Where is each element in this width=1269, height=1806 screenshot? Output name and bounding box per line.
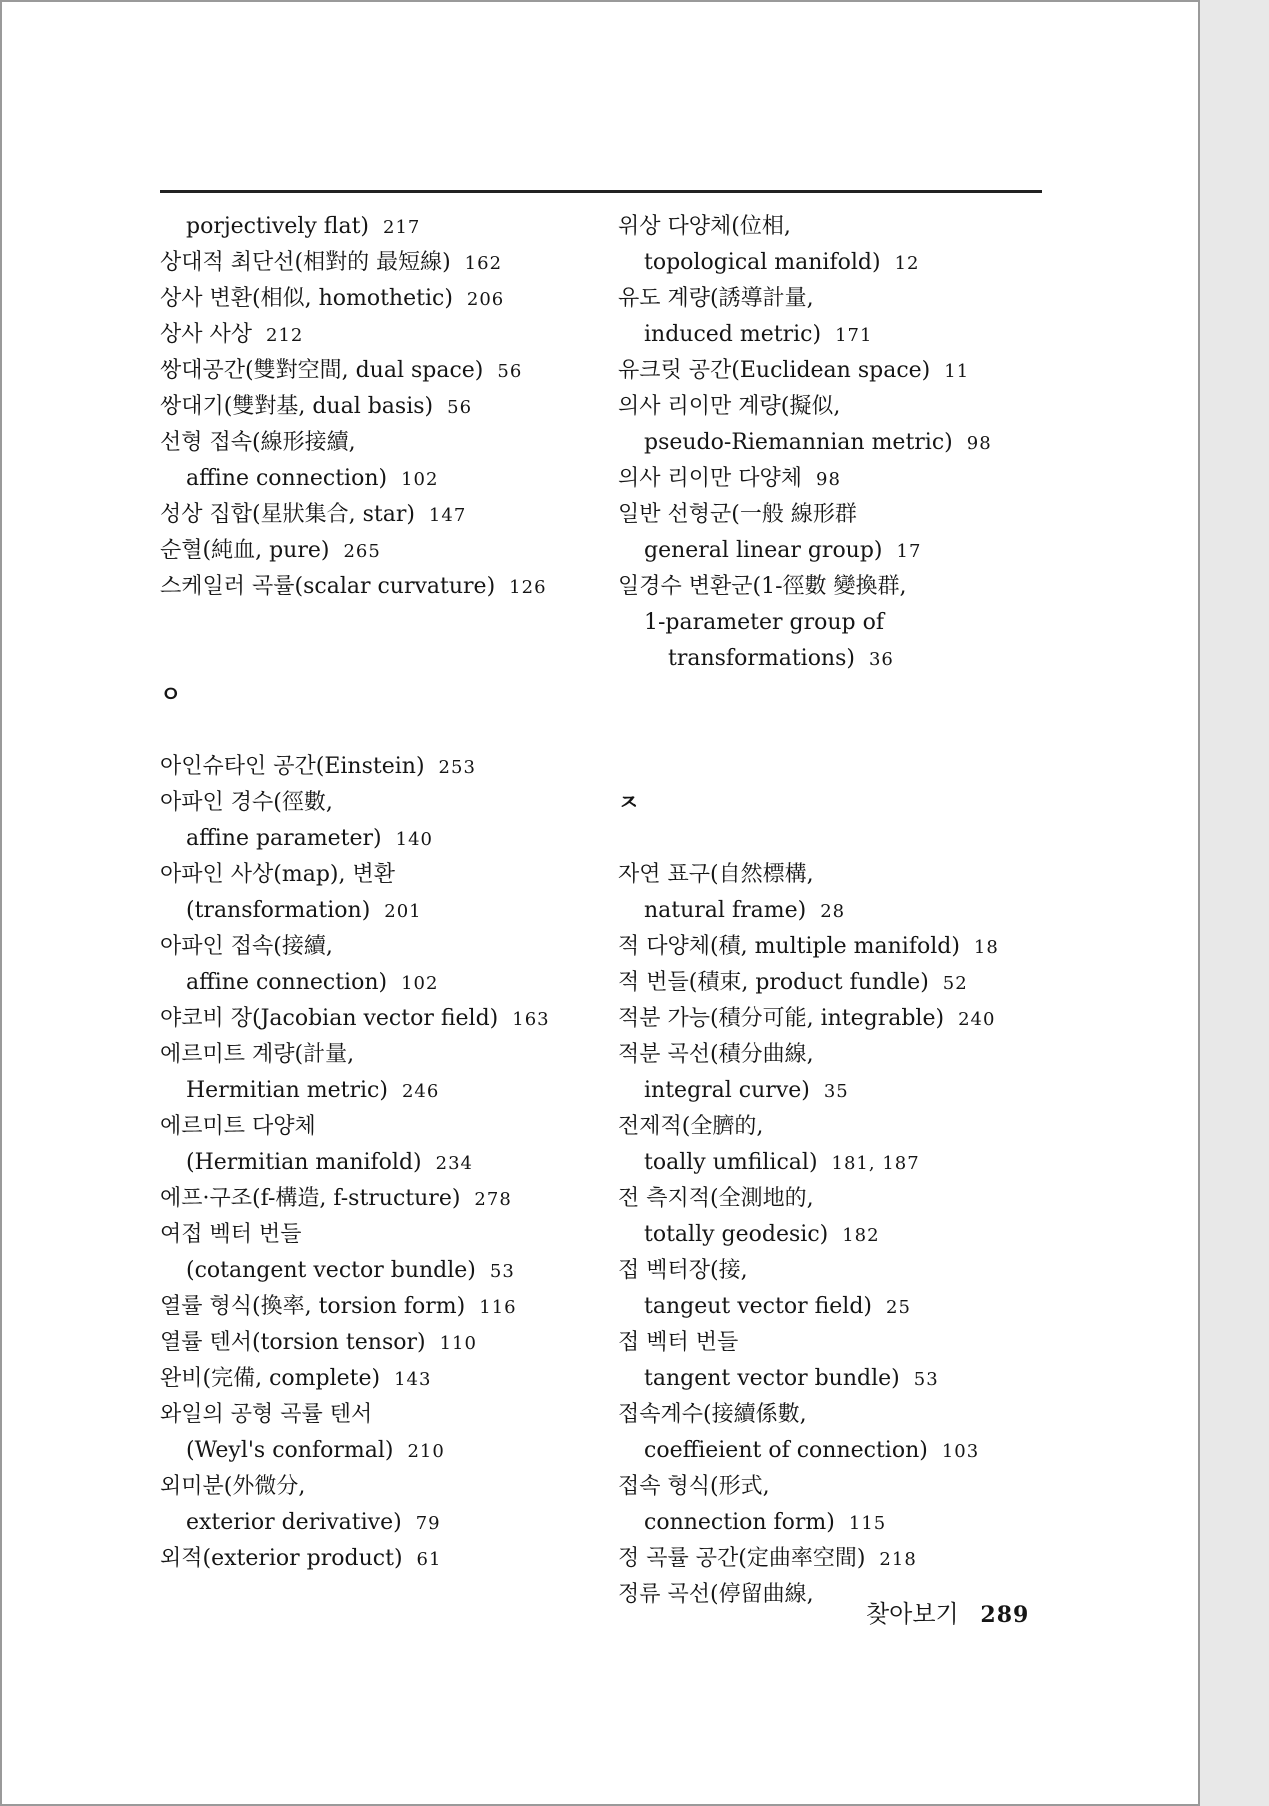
index-entry [618,1253,1058,1289]
index-entry [160,821,610,857]
entry-page-ref: 56 [497,361,523,382]
entry-term: 상대적 최단선(相對的 最短線) [160,250,451,275]
index-entry [160,281,610,317]
index-entry [618,965,1058,1001]
index-entry [618,389,1058,425]
entry-term: (transformation) [186,898,371,923]
entry-page-ref: 162 [464,253,503,274]
entry-term: 아파인 접속(接續, [160,934,333,959]
index-entry [618,497,1058,533]
entry-term: transformations) [668,646,855,671]
spacer [160,713,610,749]
entry-term: 야코비 장(Jacobian vector field) [160,1006,499,1031]
entry-page-ref: 181, 187 [831,1153,920,1174]
index-entry [160,389,610,425]
entry-page-ref: 218 [879,1549,917,1570]
index-entry [160,1541,610,1577]
spacer [160,605,610,641]
entry-page-ref: 240 [958,1009,996,1030]
entry-page-ref: 143 [394,1369,432,1390]
index-entry [618,1433,1058,1469]
index-entry [160,461,610,497]
entry-page-ref: 18 [973,937,999,958]
entry-term: 접 벡터 번들 [618,1330,739,1355]
index-entry [160,1433,610,1469]
index-entry [160,749,610,785]
entry-term: 접 벡터장(接, [618,1258,748,1283]
entry-term: 쌍대공간(雙對空間, dual space) [160,358,484,383]
entry-page-ref: 140 [395,829,433,850]
entry-term: 스케일러 곡률(scalar curvature) [160,574,496,599]
entry-page-ref: 110 [439,1333,477,1354]
entry-term: 완비(完備, complete) [160,1366,381,1391]
index-entry [160,1397,610,1433]
entry-term: 일반 선형군(一般 線形群 [618,502,857,527]
index-entry [618,461,1058,497]
index-entry [618,569,1058,605]
entry-term: 자연 표구(自然標構, [618,862,814,887]
page-footer [866,1594,1029,1629]
entry-term: 열률 텐서(torsion tensor) [160,1330,426,1355]
index-entry [160,425,610,461]
entry-term: coeffieient of connection) [644,1438,928,1463]
entry-term: 적분 가능(積分可能, integrable) [618,1006,945,1031]
entry-term: 에르미트 다양체 [160,1114,316,1139]
entry-page-ref: 53 [489,1261,515,1282]
entry-page-ref: 212 [266,325,304,346]
index-entry [618,641,1058,677]
index-entry [160,857,610,893]
index-entry [160,1037,610,1073]
entry-term: 정 곡률 공간(定曲率空間) [618,1546,866,1571]
index-entry [160,1253,610,1289]
entry-page-ref: 102 [401,973,439,994]
entry-page-ref: 11 [944,361,970,382]
entry-term: 순혈(純血, pure) [160,538,330,563]
entry-page-ref: 210 [407,1441,445,1462]
entry-page-ref: 116 [479,1297,517,1318]
entry-term: 유도 계량(誘導計量, [618,286,814,311]
entry-page-ref: 147 [428,505,467,526]
entry-term: 적 번들(積束, product fundle) [618,970,929,995]
index-entry [160,893,610,929]
entry-term: 상사 변환(相似, homothetic) [160,286,453,311]
entry-term: pseudo-Riemannian metric) [644,430,953,455]
entry-term: 외미분(外微分, [160,1474,306,1499]
index-entry [160,1325,610,1361]
entry-term: 여접 벡터 번들 [160,1222,302,1247]
entry-term: 위상 다양체(位相, [618,214,791,239]
entry-page-ref: 253 [438,757,476,778]
entry-term: 전제적(全臍的, [618,1114,764,1139]
index-entry [618,317,1058,353]
entry-term: 아파인 경수(徑數, [160,790,333,815]
entry-page-ref: 234 [435,1153,473,1174]
entry-page-ref: 217 [383,217,421,238]
entry-term: 외적(exterior product) [160,1546,403,1571]
index-column-left [160,209,610,1577]
entry-term: general linear group) [644,538,883,563]
index-entry [618,353,1058,389]
index-entry [618,1073,1058,1109]
index-entry [618,1505,1058,1541]
index-entry [618,425,1058,461]
index-entry [160,569,610,605]
entry-page-ref: 61 [416,1549,442,1570]
entry-term: 열률 형식(換率, torsion form) [160,1294,466,1319]
index-entry [618,245,1058,281]
index-entry [618,1397,1058,1433]
entry-page-ref: 28 [820,901,846,922]
index-entry [160,317,610,353]
entry-term: affine connection) [186,970,388,995]
index-entry [618,1001,1058,1037]
entry-page-ref: 35 [823,1081,849,1102]
entry-page-ref: 201 [384,901,422,922]
entry-term: 적분 곡선(積分曲線, [618,1042,814,1067]
index-entry [618,1217,1058,1253]
spacer [618,677,1058,713]
entry-term: (Hermitian manifold) [186,1150,422,1175]
entry-term: connection form) [644,1510,835,1535]
entry-term: 적 다양체(積, multiple manifold) [618,934,960,959]
index-entry [160,245,610,281]
entry-term: affine connection) [186,466,388,491]
index-entry [160,1361,610,1397]
spacer [618,821,1058,857]
entry-page-ref: 52 [942,973,968,994]
index-entry [618,281,1058,317]
entry-term: 아인슈타인 공간(Einstein) [160,754,425,779]
index-entry [160,353,610,389]
entry-term: natural frame) [644,898,807,923]
entry-term: 전 측지적(全測地的, [618,1186,814,1211]
entry-term: tangeut vector field) [644,1294,872,1319]
index-entry [160,1145,610,1181]
index-entry [160,1181,610,1217]
entry-page-ref: 12 [894,253,920,274]
spacer [160,641,610,677]
entry-term: 성상 집합(星狀集合, star) [160,502,415,527]
index-entry [618,1145,1058,1181]
entry-term: (cotangent vector bundle) [186,1258,476,1283]
index-entry [160,785,610,821]
index-entry [618,893,1058,929]
footer-label: 찾아보기 [866,1600,959,1628]
entry-term: 에르미트 계량(計量, [160,1042,355,1067]
entry-term: porjectively flat) [186,214,370,239]
entry-term: 의사 리이만 다양체 [618,466,803,491]
entry-term: affine parameter) [186,826,382,851]
index-entry [160,1217,610,1253]
index-entry [160,965,610,1001]
entry-page-ref: 163 [512,1009,550,1030]
entry-page-ref: 25 [886,1297,911,1318]
entry-term: 정류 곡선(停留曲線, [618,1582,814,1607]
index-column-right [618,209,1058,1613]
index-entry [160,209,610,245]
entry-term: 와일의 공형 곡률 텐서 [160,1402,373,1427]
entry-term: toally umfilical) [644,1150,818,1175]
entry-page-ref: 56 [447,397,473,418]
index-entry [160,1469,610,1505]
index-entry [160,1289,610,1325]
spacer [618,749,1058,785]
entry-term: exterior derivative) [186,1510,402,1535]
entry-page-ref: 126 [509,577,547,598]
page-number: 289 [980,1602,1030,1628]
entry-page-ref: 17 [896,541,922,562]
index-entry [618,1037,1058,1073]
entry-term: 의사 리이만 계량(擬似, [618,394,841,419]
entry-page-ref: 102 [401,469,439,490]
entry-page-ref: 278 [474,1189,512,1210]
index-entry [618,929,1058,965]
entry-page-ref: 182 [842,1225,880,1246]
entry-term: 선형 접속(線形接續, [160,430,356,455]
index-entry [618,1541,1058,1577]
section-letter-heading: ㅈ [618,790,640,816]
entry-page-ref: 36 [868,649,894,670]
index-entry [160,929,610,965]
entry-term: topological manifold) [644,250,881,275]
index-entry [160,497,610,533]
index-entry [618,857,1058,893]
entry-term: 아파인 사상(map), 변환 [160,862,395,887]
entry-page-ref: 265 [343,541,381,562]
entry-page-ref: 246 [401,1081,440,1102]
index-entry [160,1001,610,1037]
entry-page-ref: 103 [941,1441,980,1462]
entry-term: (Weyl's conformal) [186,1438,394,1463]
entry-term: 에프·구조(f-構造, f-structure) [160,1186,461,1211]
entry-term: integral curve) [644,1078,810,1103]
entry-page-ref: 98 [816,469,841,490]
entry-term: 1-parameter group of [644,610,884,635]
entry-term: 상사 사상 [160,322,253,347]
index-entry [618,1469,1058,1505]
entry-page-ref: 115 [848,1513,887,1534]
index-entry [160,1073,610,1109]
entry-page-ref: 206 [466,289,505,310]
spacer [618,713,1058,749]
header-rule [160,190,1042,193]
index-entry [618,1361,1058,1397]
index-entry [160,1109,610,1145]
entry-page-ref: 98 [966,433,992,454]
index-entry [618,1325,1058,1361]
entry-page-ref: 53 [913,1369,939,1390]
index-entry [618,1181,1058,1217]
entry-page-ref: 171 [835,325,873,346]
entry-term: induced metric) [644,322,822,347]
index-entry [160,1505,610,1541]
index-entry [618,533,1058,569]
index-entry [160,533,610,569]
index-entry [618,1109,1058,1145]
index-entry [618,1289,1058,1325]
entry-term: 접속계수(接續係數, [618,1402,807,1427]
entry-term: 쌍대기(雙對基, dual basis) [160,394,434,419]
entry-page-ref: 79 [415,1513,441,1534]
section-letter-heading: ㅇ [160,682,182,708]
index-entry [618,605,1058,641]
entry-term: tangent vector bundle) [644,1366,900,1391]
index-entry [618,209,1058,245]
entry-term: totally geodesic) [644,1222,829,1247]
entry-term: 접속 형식(形式, [618,1474,770,1499]
entry-term: 일경수 변환군(1-徑數 變換群, [618,574,907,599]
entry-term: Hermitian metric) [186,1078,388,1103]
entry-term: 유크릿 공간(Euclidean space) [618,358,931,383]
